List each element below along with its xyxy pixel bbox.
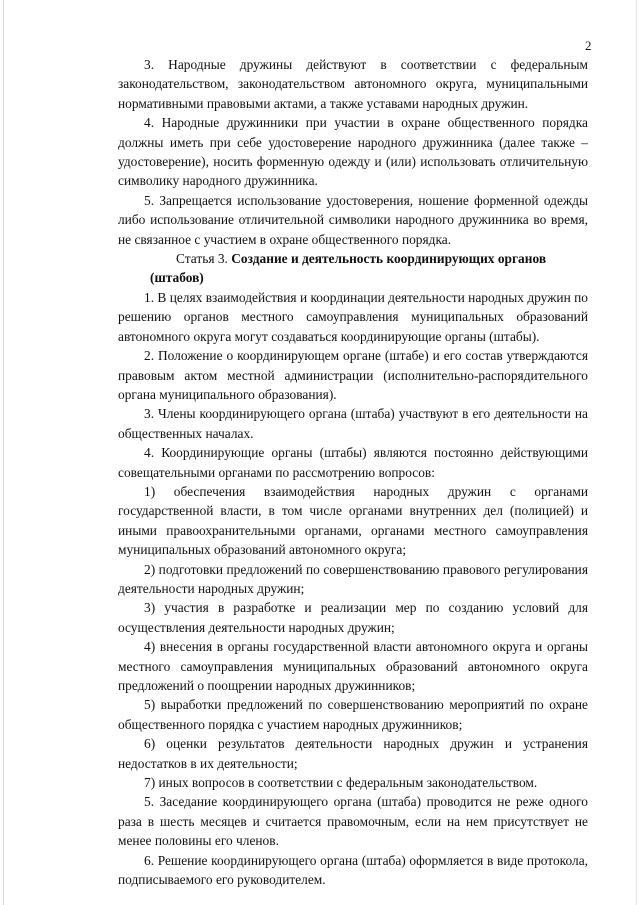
paragraph-1: 1. В целях взаимодействия и координации деятельности народных дружин по решению органов местного самоуправления муниципальных образований автономного округа могут создаваться координирующие органы (штабы). [118,289,588,344]
page-edge-right [636,0,637,905]
paragraph-6: 6. Решение координирующего органа (штаба) оформляется в виде протокола, подписываемого его руководителем. [118,852,588,888]
list-item-2: 2) подготовки предложений по совершенствованию правового регулирования деятельности народных дружин; [118,561,588,596]
paragraph-top-3: 3. Народные дружины действуют в соответствии с федеральным законодательством, законодательством автономного округа, муниципальными нормативными правовыми актами, а также уставами народных дружин. [118,57,588,111]
list-item-1: 1) обеспечения взаимодействия народных дружин с органами государственной власти, в том числе органами внутренних дел (полицией) и иными правоохранительными органами, органами местного самоуправления муниципальных образований автономного округа; [118,483,588,558]
page-number: 2 [585,38,592,53]
paragraph-top-4: 4. Народные дружинники при участии в охране общественного порядка должны иметь при себе удостоверение народного дружинника (далее также – удостоверение), носить форменную одежду и (или) использовать отличительную символику народного дружинника. [118,115,588,189]
list-item-7: 7) иных вопросов в соответствии с федеральным законодательством. [144,775,538,791]
list-item-3: 3) участия в разработке и реализации мер по созданию условий для осуществления деятельности народных дружин; [118,600,588,635]
paragraph-3: 3. Члены координирующего органа (штаба) участвуют в его деятельности на общественных началах. [118,406,588,441]
document-body [118,55,588,889]
list-item-4: 4) внесения в органы государственной власти автономного округа и органы местного самоуправления муниципальных образований автономного округа предложений о поощрении народных дружинников; [118,639,588,693]
article-heading [118,249,588,288]
article-title: Создание и деятельность координирующих органов (штабов) [150,251,547,286]
list-item-6: 6) оценки результатов деятельности народных дружин и устранения недостатков в их деятельности; [118,736,588,771]
paragraph-2: 2. Положение о координирующем органе (штабе) и его состав утверждаются правовым актом местной администрации (исполнительно-распорядительного органа муниципального образования). [118,348,588,402]
paragraph-4: 4. Координирующие органы (штабы) являются постоянно действующими совещательными органами по рассмотрению вопросов: [118,445,588,480]
article-label: Статья 3. [176,251,228,267]
page-edge-left [3,0,4,905]
paragraph-top-5: 5. Запрещается использование удостоверения, ношение форменной одежды либо использование отличительной символики народного дружинника во время, не связанное с участием в охране общественного порядка. [118,192,588,247]
list-item-5: 5) выработки предложений по совершенствованию мероприятий по охране общественного порядка с участием народных дружинников; [118,697,588,732]
paragraph-5: 5. Заседание координирующего органа (штаба) проводится не реже одного раза в шесть месяцев и считается правомочным, если на нем присутствует не менее половины его членов. [118,794,588,849]
